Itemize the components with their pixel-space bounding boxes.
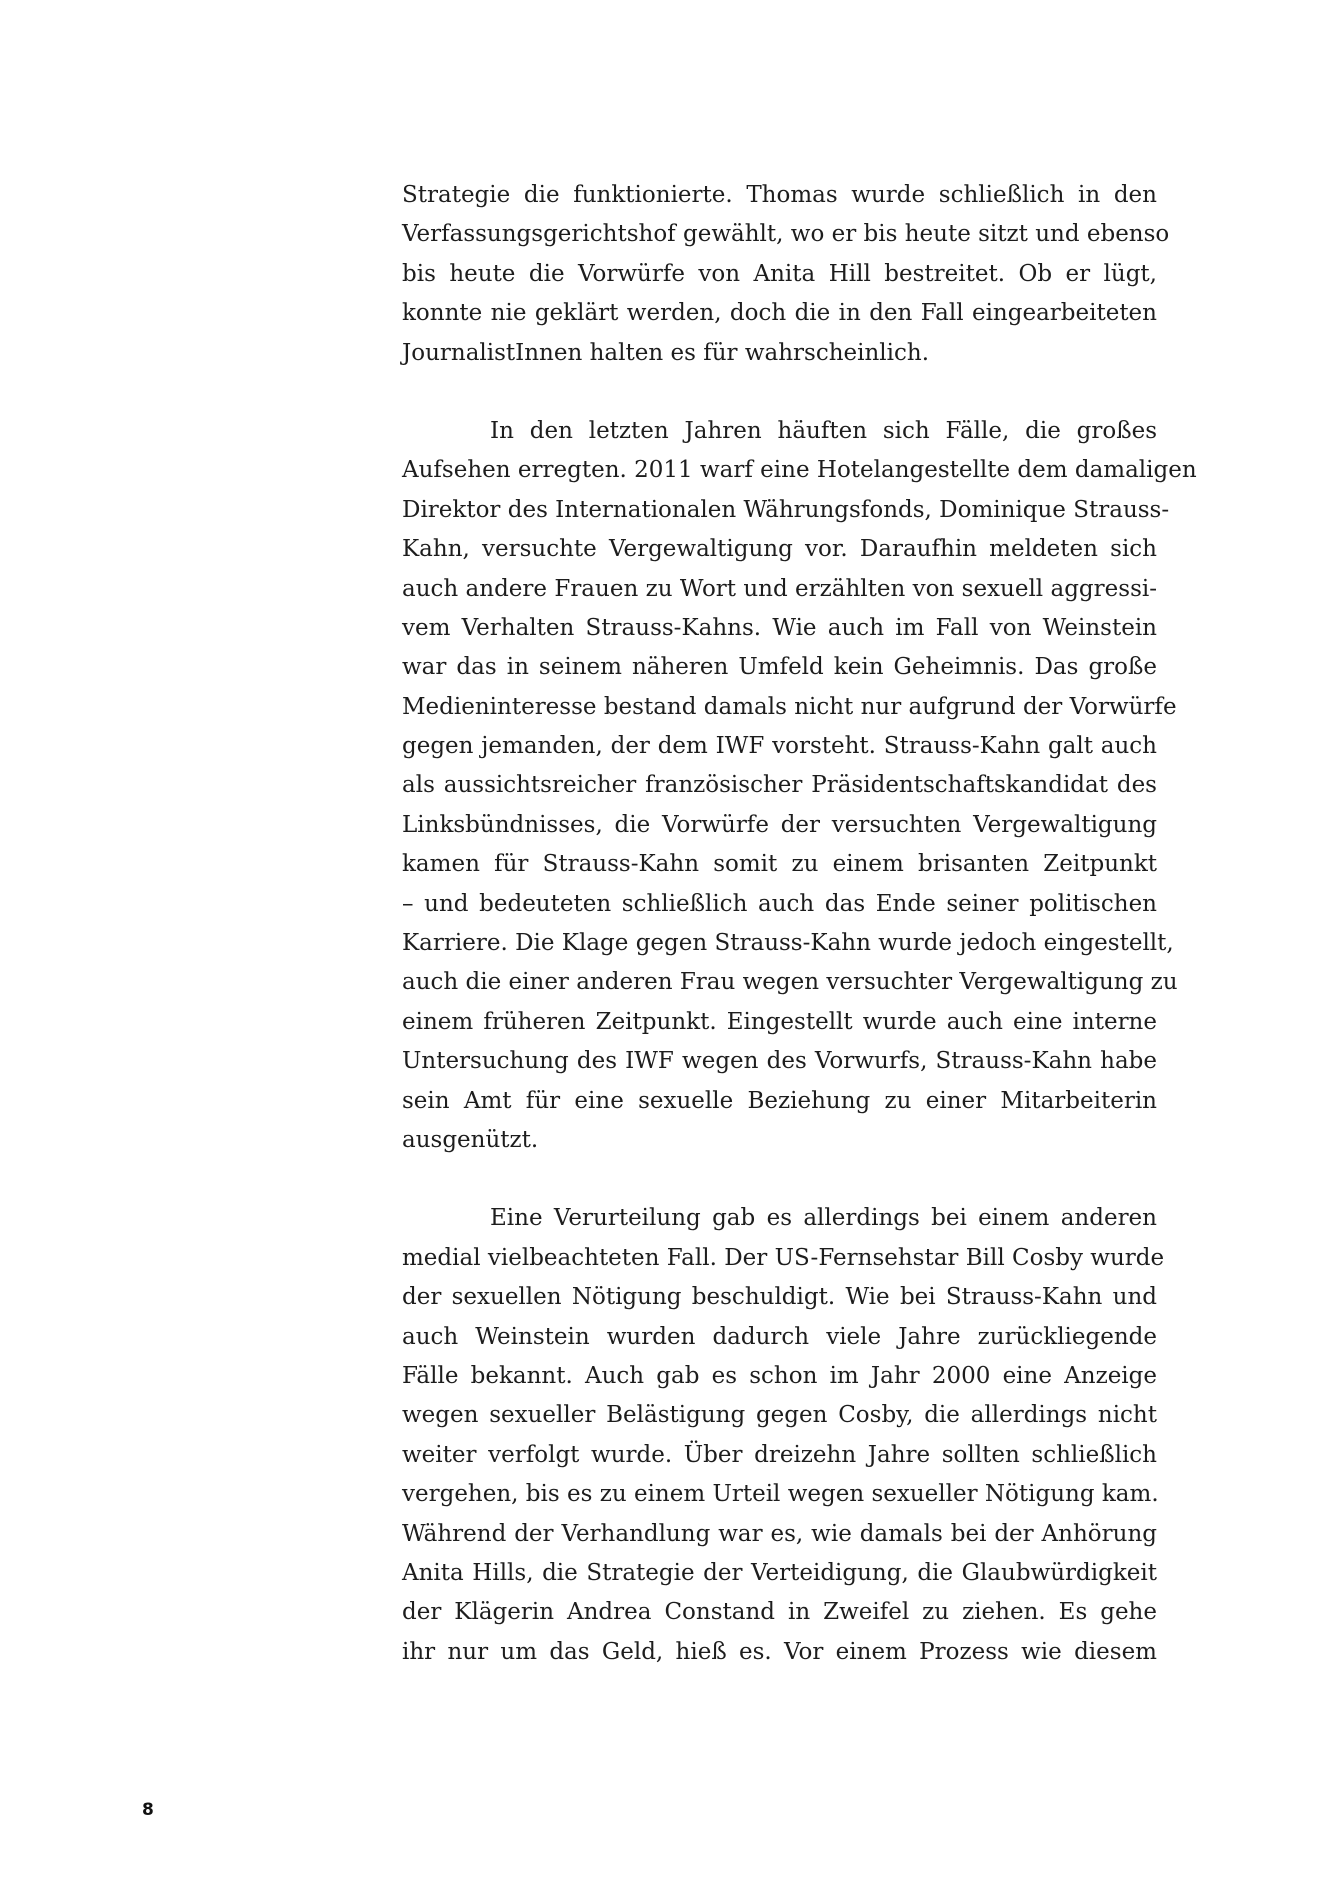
text-line: Medieninteresse bestand damals nicht nur aufgrund der Vorwürfe bbox=[402, 693, 1177, 720]
text-line: der sexuellen Nötigung beschuldigt. Wie bei Strauss-Kahn und bbox=[402, 1284, 1157, 1311]
paragraph bbox=[402, 412, 1197, 1160]
text-line: ausgenützt. bbox=[402, 1126, 539, 1153]
body-text bbox=[402, 176, 1197, 1672]
text-line: Untersuchung des IWF wegen des Vorwurfs, Strauss-Kahn habe bbox=[402, 1048, 1157, 1075]
text-line: Während der Verhandlung war es, wie damals bei der Anhörung bbox=[402, 1520, 1157, 1547]
text-line: bis heute die Vorwürfe von Anita Hill bestreitet. Ob er lügt, bbox=[402, 260, 1157, 287]
text-line: kamen für Strauss-Kahn somit zu einem brisanten Zeitpunkt bbox=[402, 851, 1157, 878]
text-line: Verfassungsgerichtshof gewählt, wo er bis heute sitzt und ebenso bbox=[402, 221, 1170, 248]
text-line: Anita Hills, die Strategie der Verteidigung, die Glaubwürdigkeit bbox=[402, 1559, 1157, 1586]
text-line: Strategie die funktionierte. Thomas wurde schließlich in den bbox=[402, 182, 1157, 208]
text-line: gegen jemanden, der dem IWF vorsteht. Strauss-Kahn galt auch bbox=[402, 733, 1157, 760]
text-line: Direktor des Internationalen Währungsfonds, Dominique Strauss- bbox=[402, 496, 1170, 523]
text-line: Linksbündnisses, die Vorwürfe der versuchten Vergewaltigung bbox=[402, 811, 1157, 838]
text-line: konnte nie geklärt werden, doch die in den Fall eingearbeiteten bbox=[402, 300, 1157, 327]
text-line: Aufsehen erregten. 2011 warf eine Hotelangestellte dem damaligen bbox=[402, 457, 1197, 484]
text-line: auch Weinstein wurden dadurch viele Jahre zurückliegende bbox=[402, 1323, 1157, 1350]
text-line: Kahn, versuchte Vergewaltigung vor. Daraufhin meldeten sich bbox=[402, 536, 1157, 563]
paragraph bbox=[402, 176, 1170, 373]
text-line: medial vielbeachteten Fall. Der US-Fernsehstar Bill Cosby wurde bbox=[402, 1244, 1165, 1271]
text-line: auch andere Frauen zu Wort und erzählten von sexuell aggressi- bbox=[402, 575, 1157, 602]
text-line: – und bedeuteten schließlich auch das Ende seiner politischen bbox=[402, 890, 1157, 917]
text-line: sein Amt für eine sexuelle Beziehung zu einer Mitarbeiterin bbox=[402, 1087, 1157, 1114]
text-line: auch die einer anderen Frau wegen versuchter Vergewaltigung zu bbox=[402, 969, 1178, 996]
text-line: einem früheren Zeitpunkt. Eingestellt wurde auch eine interne bbox=[402, 1008, 1157, 1035]
text-line: wegen sexueller Belästigung gegen Cosby, die allerdings nicht bbox=[402, 1402, 1157, 1429]
text-line: vem Verhalten Strauss-Kahns. Wie auch im Fall von Weinstein bbox=[402, 614, 1157, 641]
text-line: JournalistInnen halten es für wahrscheinlich. bbox=[402, 339, 930, 366]
text-line: war das in seinem näheren Umfeld kein Geheimnis. Das große bbox=[402, 654, 1157, 681]
text-line: vergehen, bis es zu einem Urteil wegen sexueller Nötigung kam. bbox=[402, 1481, 1159, 1508]
text-line: weiter verfolgt wurde. Über dreizehn Jahre sollten schließlich bbox=[402, 1441, 1157, 1468]
text-line: Fälle bekannt. Auch gab es schon im Jahr 2000 eine Anzeige bbox=[402, 1362, 1157, 1389]
text-line: In den letzten Jahren häuften sich Fälle, die großes bbox=[490, 417, 1157, 444]
page-number: 8 bbox=[142, 1800, 154, 1820]
text-line: als aussichtsreicher französischer Präsidentschaftskandidat des bbox=[402, 772, 1157, 799]
text-line: der Klägerin Andrea Constand in Zweifel zu ziehen. Es gehe bbox=[402, 1599, 1157, 1626]
paragraph bbox=[402, 1199, 1165, 1672]
text-line: Karriere. Die Klage gegen Strauss-Kahn wurde jedoch eingestellt, bbox=[402, 930, 1174, 957]
text-line: Eine Verurteilung gab es allerdings bei einem anderen bbox=[490, 1205, 1157, 1232]
text-line: ihr nur um das Geld, hieß es. Vor einem Prozess wie diesem bbox=[402, 1638, 1157, 1665]
